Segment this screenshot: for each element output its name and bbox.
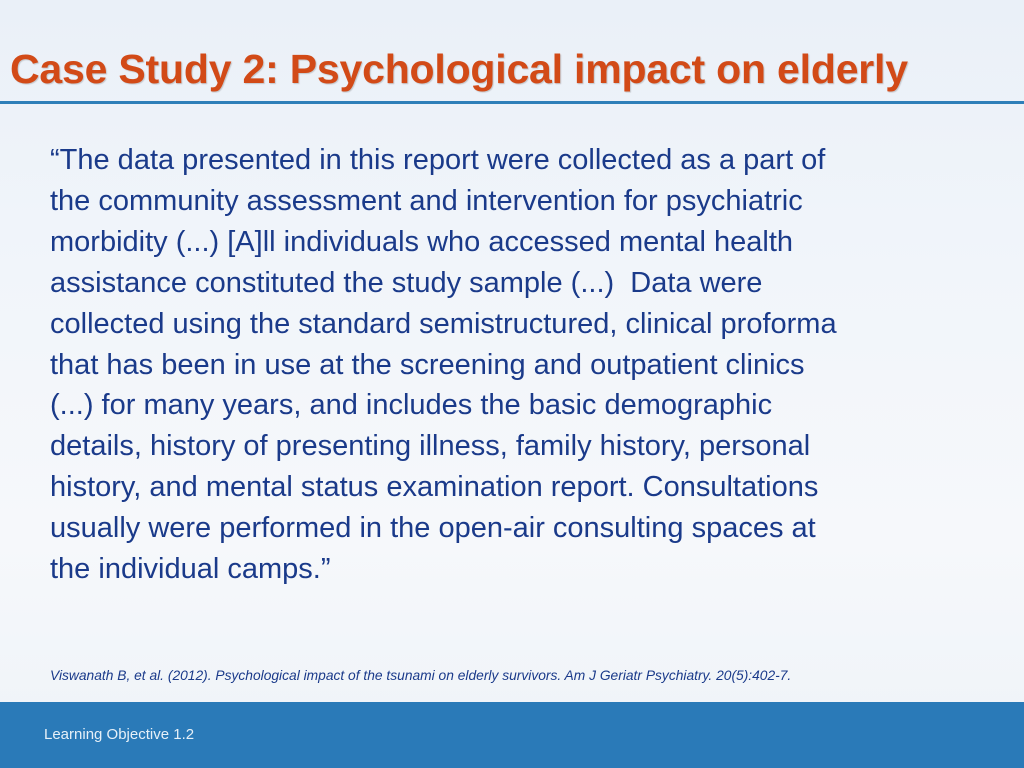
- quote-line: “The data presented in this report were collected as a part of: [50, 144, 826, 176]
- title-divider: [0, 101, 1024, 104]
- quote-line: that has been in use at the screening and outpatient clinics: [50, 348, 805, 381]
- footer-bar: [0, 702, 1024, 768]
- quote-line: (...) for many years, and includes the basic demographic: [50, 389, 773, 422]
- footer-label: Learning Objective 1.2: [44, 726, 195, 743]
- citation: Viswanath B, et al. (2012). Psychological impact of the tsunami on elderly survivors. Am J Geriatr Psychiatry. 20(5):402-7.: [50, 668, 792, 683]
- quote-line: collected using the standard semistructured, clinical proforma: [50, 307, 837, 340]
- quote-line: the individual camps.”: [50, 553, 331, 586]
- quote-line: history, and mental status examination report. Consultations: [50, 471, 819, 504]
- quote-line: the community assessment and intervention for psychiatric: [50, 184, 803, 217]
- quote-line: usually were performed in the open-air consulting spaces at: [50, 512, 816, 545]
- slide-title: Case Study 2: Psychological impact on elderly: [10, 46, 908, 92]
- quote-text: [50, 140, 1000, 590]
- quote-line: morbidity (...) [A]ll individuals who accessed mental health: [50, 225, 794, 258]
- quote-line: assistance constituted the study sample (...) Data were: [50, 266, 763, 299]
- quote-line: details, history of presenting illness, family history, personal: [50, 430, 811, 463]
